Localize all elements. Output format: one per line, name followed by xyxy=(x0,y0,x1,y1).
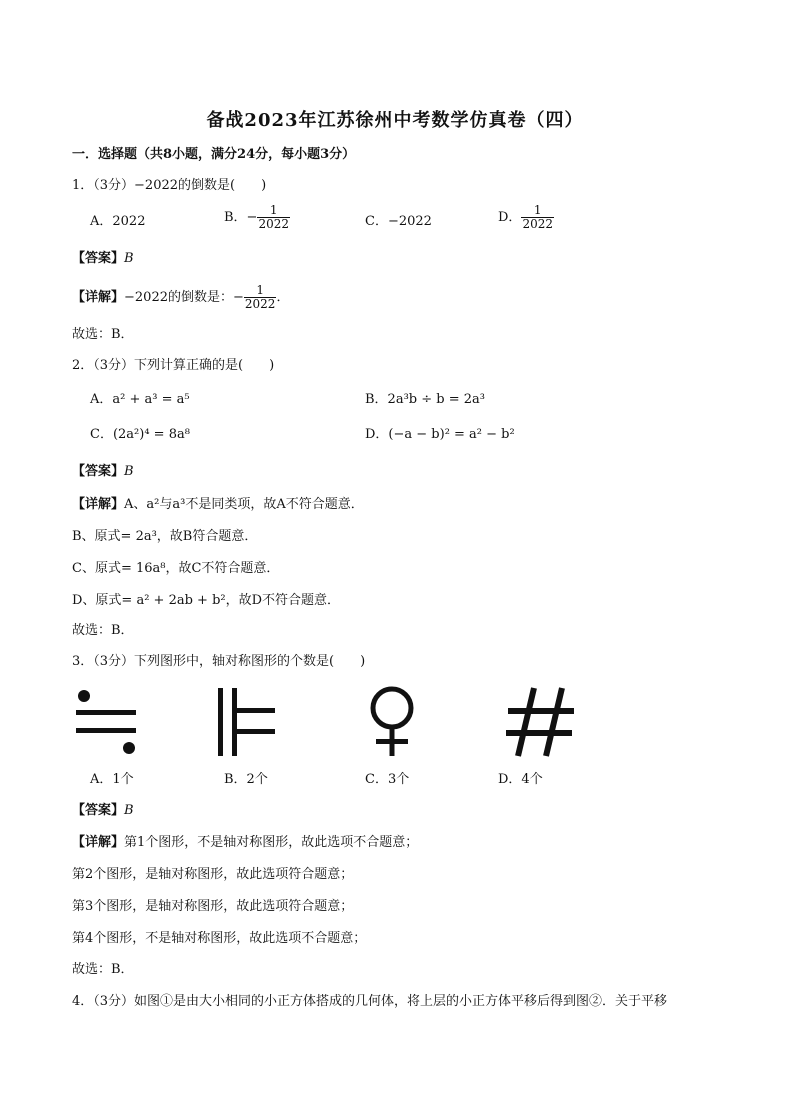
fraction-denominator: 2022 xyxy=(244,297,276,311)
q1-option-d-label: D． xyxy=(498,210,522,225)
q3-detail-1: 第1个图形，不是轴对称图形，故此选项不合题意； xyxy=(124,835,419,850)
q4-stem: 4．（3分）如图①是由大小相同的小正方体搭成的几何体，将上层的小正方体平移后得到图②．关于平移 xyxy=(72,994,668,1009)
q3-detail-2: 第2个图形，是轴对称图形，故此选项符合题意； xyxy=(72,867,354,882)
q1-option-d xyxy=(498,204,554,231)
detail-label: 【详解】 xyxy=(72,497,125,512)
q1-option-c: C．−2022 xyxy=(365,214,432,229)
q1-conclusion: 故选：B． xyxy=(72,327,134,342)
q3-conclusion: 故选：B． xyxy=(72,962,134,977)
q1-option-b-label: B．− xyxy=(224,210,258,225)
q3-stem: 3．（3分）下列图形中，轴对称图形的个数是( ) xyxy=(72,654,366,669)
fraction-numerator: 1 xyxy=(256,283,264,297)
q3-detail-3: 第3个图形，是轴对称图形，故此选项符合题意； xyxy=(72,899,354,914)
q2-detail-a: A、a²与a³不是同类项，故A不符合题意． xyxy=(124,497,364,512)
q1-detail-text: −2022的倒数是：− xyxy=(124,290,244,305)
q1-detail-fraction xyxy=(244,284,277,311)
q2-stem: 2．（3分）下列计算正确的是( ) xyxy=(72,358,275,373)
answer-label: 【答案】 xyxy=(72,251,125,266)
q1-option-a: A．2022 xyxy=(90,214,146,229)
q2-option-c: C．(2a²)⁴ = 8a⁸ xyxy=(90,427,190,442)
fraction-numerator: 1 xyxy=(269,203,278,217)
fraction-denominator: 2022 xyxy=(522,217,553,231)
q1-option-d-fraction xyxy=(521,204,554,231)
q2-detail-b: B、原式= 2a³，故B符合题意． xyxy=(72,529,258,544)
answer-value: B xyxy=(124,464,134,479)
section-heading: 一．选择题（共8小题，满分24分，每小题3分） xyxy=(72,147,356,162)
q3-detail-4: 第4个图形，不是轴对称图形，故此选项不合题意； xyxy=(72,931,367,946)
q3-option-b: B．2个 xyxy=(224,772,268,787)
q3-answer xyxy=(72,802,134,820)
q3-figure-3-female-symbol-icon xyxy=(364,684,420,758)
q3-figure-2-bars-icon xyxy=(214,686,278,758)
q2-detail-c: C、原式= 16a⁸，故C不符合题意． xyxy=(72,561,280,576)
detail-label: 【详解】 xyxy=(72,835,125,850)
q2-answer xyxy=(72,463,134,481)
q1-stem: 1．（3分）−2022的倒数是( ) xyxy=(72,178,267,193)
q2-conclusion: 故选：B． xyxy=(72,623,134,638)
q3-option-a: A．1个 xyxy=(90,772,134,787)
fraction-numerator: 1 xyxy=(533,203,542,217)
q2-option-a: A．a² + a³ = a⁵ xyxy=(90,392,190,407)
answer-label: 【答案】 xyxy=(72,464,125,479)
q3-detail xyxy=(72,834,418,852)
detail-label: 【详解】 xyxy=(72,290,125,305)
answer-value: B xyxy=(124,251,134,266)
q3-figure-1-dotted-lines-icon xyxy=(72,686,142,758)
q3-figure-4-hash-icon xyxy=(504,686,576,758)
q2-option-b: B．2a³b ÷ b = 2a³ xyxy=(365,392,485,407)
fraction-denominator: 2022 xyxy=(258,217,289,231)
q1-detail-end: ． xyxy=(276,290,290,305)
q1-detail xyxy=(72,284,289,311)
q2-detail-d: D、原式= a² + 2ab + b²，故D不符合题意． xyxy=(72,593,341,608)
q1-answer xyxy=(72,250,134,268)
q1-option-b-fraction xyxy=(257,204,290,231)
q2-detail xyxy=(72,496,364,514)
answer-label: 【答案】 xyxy=(72,803,125,818)
q1-option-b xyxy=(224,204,290,231)
q2-option-d: D．(−a − b)² = a² − b² xyxy=(365,427,515,442)
document-title: 备战2023年江苏徐州中考数学仿真卷（四） xyxy=(206,110,584,131)
q3-option-c: C．3个 xyxy=(365,772,410,787)
answer-value: B xyxy=(124,803,134,818)
q3-option-d: D．4个 xyxy=(498,772,543,787)
